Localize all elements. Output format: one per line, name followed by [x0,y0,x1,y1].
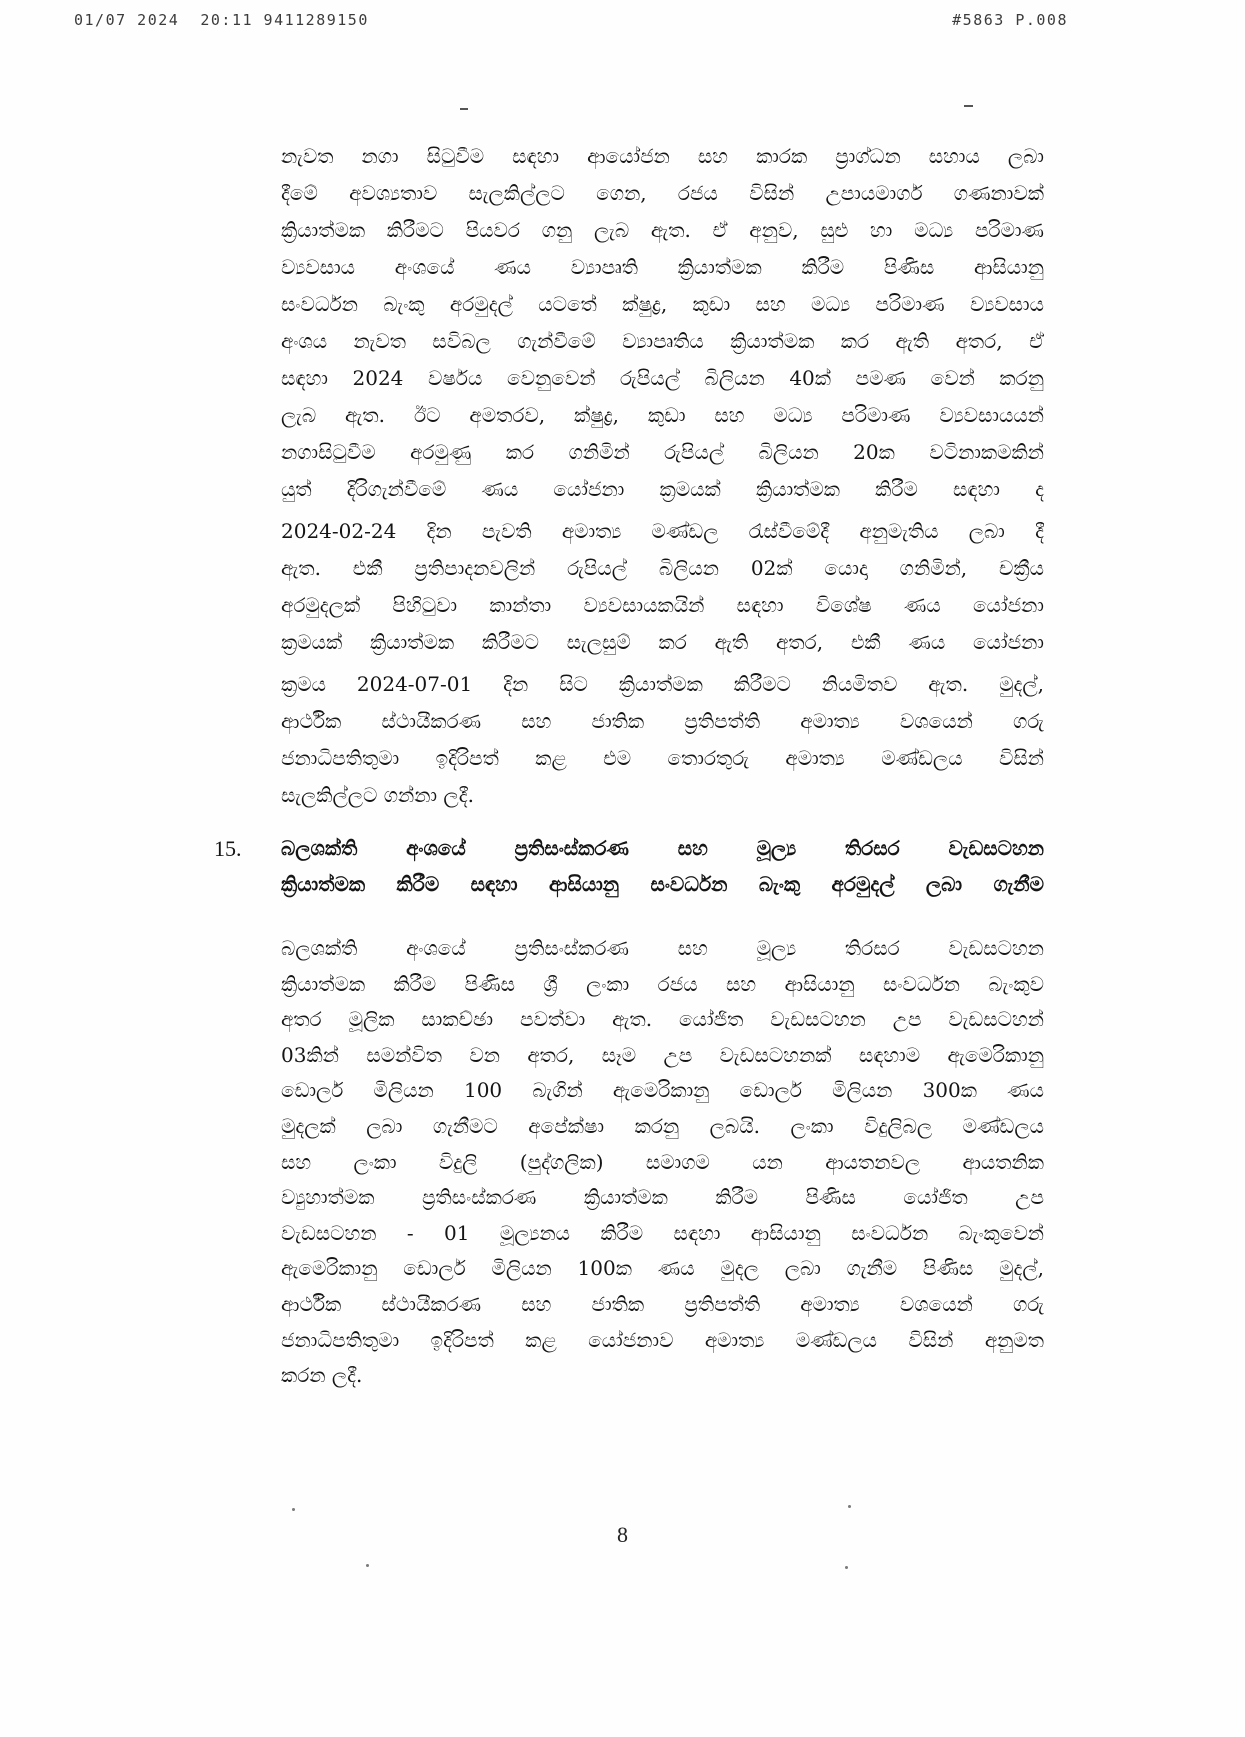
scan-speck [848,1505,851,1508]
paragraph-line: යුත් දිරිගැන්වීමේ ණය යෝජනා ක්‍රමයක් ක්‍රියාත්මක කිරීම සඳහා ද [281,477,1044,501]
scan-speck [845,1566,848,1569]
paragraph-line: ලැබ ඇත. ඊට අමතරව, ක්ෂුද්‍ර, කුඩා සහ මධ්‍ය පරිමාණ ව්‍යවසායයන් [281,403,1044,427]
paragraph-line: නගාසිටුවීම අරමුණු කර ගනිමින් රුපියල් බිලියන 20ක වටිනාකමකින් [281,440,1044,464]
paragraph-line: ක්‍රමයක් ක්‍රියාත්මක කිරීමට සැලසුම් කර ඇති අතර, එකී ණය යෝජනා [281,630,1044,654]
paragraph-line: සංවර්ධන බැංකු අරමුදල් යටතේ ක්ෂුද්‍ර, කුඩා සහ මධ්‍ය පරිමාණ ව්‍යවසාය [281,292,1044,316]
scan-mark [460,108,468,110]
fax-header-page-id: #5863 P.008 [952,11,1068,29]
paragraph-line: ඇත. එකී ප්‍රතිපාදනවලින් රුපියල් බිලියන 02ක් යොදා ගනිමින්, චක්‍රීය [281,556,1044,580]
paragraph-line: සහ ලංකා විදුලි (පුද්ගලික) සමාගම යන ආයතනවල ආයතනික [281,1150,1044,1174]
scan-speck [366,1564,369,1567]
paragraph-line: ව්‍යුහාත්මක ප්‍රතිසංස්කරණ ක්‍රියාත්මක කිරීම පිණිස යෝජිත උප [281,1185,1044,1209]
section-title-line: ක්‍රියාත්මක කිරීම සඳහා ආසියානු සංවර්ධන බැංකු අරමුදල් ලබා ගැනීම [281,872,1044,896]
paragraph-line: ඇමෙරිකානු ඩොලර් මිලියන 100ක ණය මුදල ලබා ගැනීම පිණිස මුදල්, [281,1256,1044,1280]
paragraph-line: ක්‍රමය 2024-07-01 දින සිට ක්‍රියාත්මක කිරීමට නියමිතව ඇත. මුදල්, [281,672,1044,696]
paragraph-line: ක්‍රියාත්මක කිරීම පිණිස ශ්‍රී ලංකා රජය සහ ආසියානු සංවර්ධන බැංකුව [281,972,1044,996]
paragraph-line: අරමුදලක් පිහිටුවා කාන්තා ව්‍යවසායකයින් සඳහා විශේෂ ණය යෝජනා [281,593,1044,617]
paragraph-line: මුදලක් ලබා ගැනීමට අපේක්ෂා කරනු ලබයි. ලංකා විදුලිබල මණ්ඩලය [281,1114,1044,1138]
paragraph-line: ජනාධිපතිතුමා ඉදිරිපත් කළ එම තොරතුරු අමාත්‍ය මණ්ඩලය විසින් [281,746,1044,770]
paragraph-line: දීමේ අවශ්‍යතාව සැලකිල්ලට ගෙන, රජය විසින් උපායමාර්ග ගණනාවක් [281,181,1044,205]
paragraph-line: ජනාධිපතිතුමා ඉදිරිපත් කළ යෝජනාව අමාත්‍ය මණ්ඩලය විසින් අනුමත [281,1328,1044,1352]
paragraph-line: 2024-02-24 දින පැවති අමාත්‍ය මණ්ඩල රැස්වීමේදී අනුමැතිය ලබා දී [281,519,1044,543]
paragraph-line: ඩොලර් මිලියන 100 බැගින් ඇමෙරිකානු ඩොලර් මිලියන 300ක ණය [281,1078,1044,1102]
scan-mark [964,105,973,107]
paragraph-line: 03කින් සමන්විත වන අතර, සෑම උප වැඩසටහනක් සඳහාම ඇමෙරිකානු [281,1043,1044,1067]
paragraph-line: අතර මූලික සාකච්ඡා පවත්වා ඇත. යෝජිත වැඩසටහන උප වැඩසටහන් [281,1007,1044,1031]
paragraph-line: ආර්ථික ස්ථායීකරණ සහ ජාතික ප්‍රතිපත්ති අමාත්‍ය වශයෙන් ගරු [281,1292,1044,1316]
paragraph-line: ව්‍යවසාය අංශයේ ණය ව්‍යාපෘති ක්‍රියාත්මක කිරීම පිණිස ආසියානු [281,255,1044,279]
paragraph-line: බලශක්ති අංශයේ ප්‍රතිසංස්කරණ සහ මූල්‍ය තිරසර වැඩසටහන [281,936,1044,960]
paragraph-line: අංශය නැවත සවිබල ගැන්වීමේ ව්‍යාපෘතිය ක්‍රියාත්මක කර ඇති අතර, ඒ [281,329,1044,353]
paragraph-line: වැඩසටහන - 01 මූල්‍යනය කිරීම සඳහා ආසියානු සංවර්ධන බැංකුවෙන් [281,1221,1044,1245]
paragraph-line: ආර්ථික ස්ථායීකරණ සහ ජාතික ප්‍රතිපත්ති අමාත්‍ය වශයෙන් ගරු [281,709,1044,733]
paragraph-line: කරන ලදී. [281,1363,363,1387]
scan-speck [292,1508,295,1511]
paragraph-line: ක්‍රියාත්මක කිරීමට පියවර ගනු ලැබ ඇත. ඒ අනුව, සුළු හා මධ්‍ය පරිමාණ [281,218,1044,242]
fax-header-timestamp: 01/07 2024 20:11 9411289150 [74,11,369,29]
paragraph-line: සැලකිල්ලට ගන්නා ලදී. [281,783,474,807]
paragraph-line: නැවත නගා සිටුවීම සඳහා ආයෝජන සහ කාරක ප්‍රාග්ධන සහාය ලබා [281,144,1044,168]
section-title-line: බලශක්ති අංශයේ ප්‍රතිසංස්කරණ සහ මූල්‍ය තිරසර වැඩසටහන [281,836,1044,860]
paragraph-line: සඳහා 2024 වර්ෂය වෙනුවෙන් රුපියල් බිලියන 40ක් පමණ වෙන් කරනු [281,366,1044,390]
page-number: 8 [617,1522,628,1547]
section-number: 15. [214,836,242,861]
